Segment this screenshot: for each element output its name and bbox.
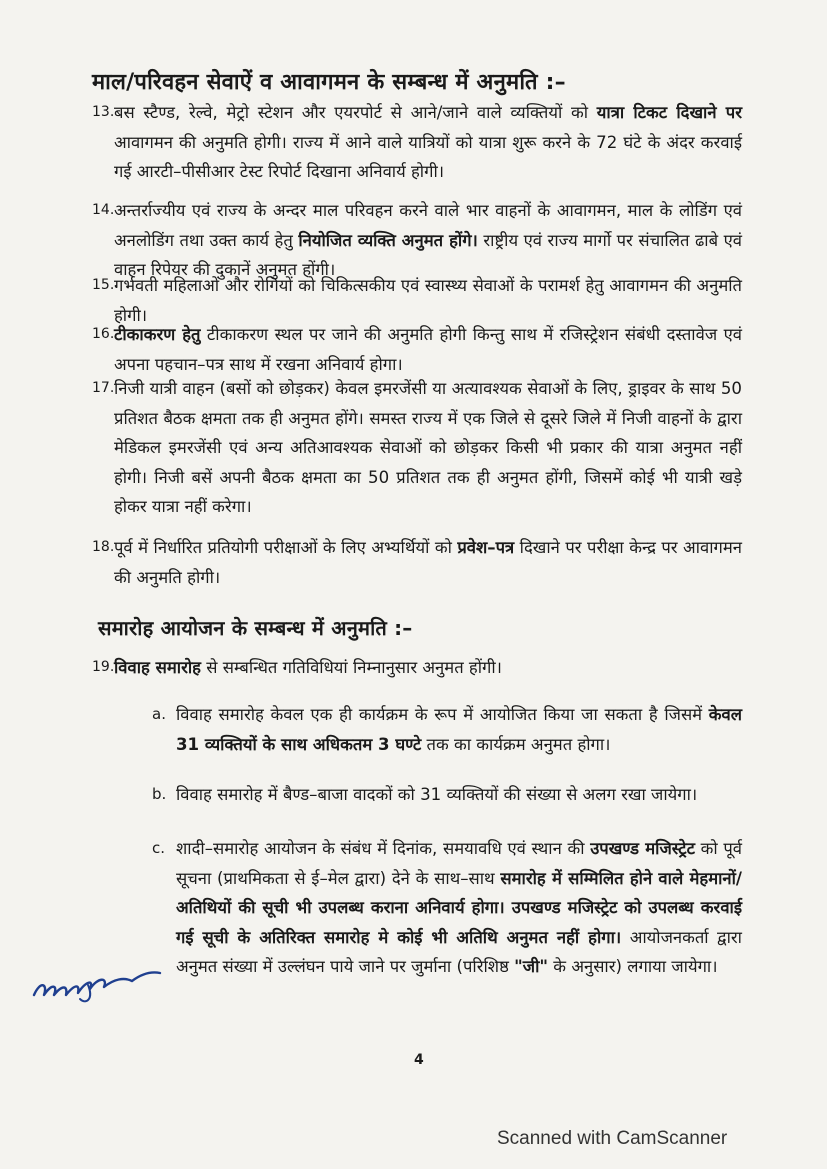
item-text: पूर्व में निर्धारित प्रतियोगी परीक्षाओं के लिए अभ्यर्थियों को xyxy=(114,538,458,557)
item-bold-text: प्रवेश–पत्र xyxy=(457,538,515,557)
item-bold-text: केवल 31 व्यक्तियों के साथ अधिकतम 3 घण्टे xyxy=(176,705,742,754)
sub-item-b xyxy=(152,780,742,810)
item-text: आयोजनकर्ता द्वारा अनुमत संख्या में उल्लंघन पाये जाने पर जुर्माना (परिशिष्ठ xyxy=(176,927,742,976)
item-text: के अनुसार) लगाया जायेगा। xyxy=(548,957,718,976)
item-bold-text: विवाह समारोह xyxy=(114,658,201,677)
list-item-19 xyxy=(92,653,742,683)
item-text: टीकाकरण स्थल पर जाने की अनुमति होगी किन्तु साथ में रजिस्ट्रेशन संबंधी दस्तावेज एवं अपना पहचान–पत्र साथ में रखना अनिवार्य होगा। xyxy=(114,325,742,374)
item-bold-text: उपखण्ड मजिस्ट्रेट xyxy=(590,839,695,858)
sub-item-letter: b. xyxy=(152,785,167,803)
item-text: राष्ट्रीय एवं राज्य मार्गो पर संचालित ढाबे एवं वाहन रिपेयर की दुकानें अनुमत होंगी। xyxy=(114,230,742,279)
list-item-13 xyxy=(92,98,742,187)
item-number: 14. xyxy=(92,202,115,218)
item-text: तक का कार्यक्रम अनुमत होगा। xyxy=(421,734,611,754)
sub-item-c xyxy=(152,834,742,982)
item-text: दिखाने पर परीक्षा केन्द्र पर आवागमन की अनुमति होगी। xyxy=(114,538,743,587)
section-heading-transport: माल/परिवहन सेवाऐं व आवागमन के सम्बन्ध में अनुमति :– xyxy=(92,70,566,95)
list-item-16 xyxy=(92,320,742,379)
item-text: गर्भवती महिलाओं और रोगियों को चिकित्सकीय एवं स्वास्थ्य सेवाओं के परामर्श हेतु आवागमन की अनुमति होगी। xyxy=(114,276,743,325)
item-text: निजी यात्री वाहन (बसों को छोड़कर) केवल इमरजेंसी या अत्यावश्यक सेवाओं के लिए, ड्राइवर के साथ 50 प्रतिशत बैठक क्षमता तक ही अनुमत होंगे। समस्त राज्य में एक जिले से दूसरे जिले में निजी वाहनों के द्वारा मेडिकल इमरजेंसी एवं अन्य अतिआवश्यक सेवाओं को छोड़कर किसी भी प्रकार की यात्रा अनुमत नहीं होगी। निजी बसें अपनी बैठक क्षमता का 50 प्रतिशत तक ही अनुमत होंगी, जिसमें कोई भी यात्री खड़े होकर यात्रा नहीं करेगा। xyxy=(114,379,742,516)
page-number: 4 xyxy=(414,1052,424,1068)
item-number: 16. xyxy=(92,326,115,342)
sub-item-a xyxy=(152,700,742,759)
item-text: अन्तर्राज्यीय एवं राज्य के अन्दर माल परिवहन करने वाले भार वाहनों के आवागमन, माल के लोडिंग एवं अनलोडिंग तथा उक्त कार्य हेतु xyxy=(114,201,742,250)
item-bold-text: नियोजित व्यक्ति अनुमत होंगे। xyxy=(298,230,478,250)
item-text: को पूर्व सूचना (प्राथमिकता से ई–मेल द्वारा) देने के साथ–साथ xyxy=(176,839,743,888)
item-bold-text: "जी" xyxy=(514,957,549,976)
item-number: 19. xyxy=(92,659,115,675)
item-number: 17. xyxy=(92,380,115,396)
item-text: विवाह समारोह में बैण्ड–बाजा वादकों को 31 व्यक्तियों की संख्या से अलग रखा जायेगा। xyxy=(176,785,698,804)
section-heading-ceremony: समारोह आयोजन के सम्बन्ध में अनुमति :– xyxy=(98,616,413,640)
item-number: 15. xyxy=(92,277,115,293)
sub-item-letter: a. xyxy=(152,705,166,723)
item-number: 18. xyxy=(92,539,115,555)
list-item-18 xyxy=(92,533,742,592)
signature-mark xyxy=(28,955,168,1015)
item-text: बस स्टैण्ड, रेल्वे, मेट्रो स्टेशन और एयरपोर्ट से आने/जाने वाले व्यक्तियों को xyxy=(114,103,597,122)
item-text: से सम्बन्धित गतिविधियां निम्नानुसार अनुमत होंगी। xyxy=(200,658,502,677)
item-number: 13. xyxy=(92,104,115,120)
item-text: विवाह समारोह केवल एक ही कार्यक्रम के रूप में आयोजित किया जा सकता है जिसमें xyxy=(176,705,709,724)
item-text: शादी–समारोह आयोजन के संबंध में दिनांक, समयावधि एवं स्थान की xyxy=(176,839,591,858)
item-text: आवागमन की अनुमति होगी। राज्य में आने वाले यात्रियों को यात्रा शुरू करने के 72 घंटे के अंदर करवाई गई आरटी–पीसीआर टेस्ट रिपोर्ट दिखाना अनिवार्य होगी। xyxy=(114,132,742,181)
item-bold-text: टीकाकरण हेतु xyxy=(114,325,201,344)
scanner-watermark: Scanned with CamScanner xyxy=(497,1128,728,1149)
item-bold-text: यात्रा टिकट दिखाने पर xyxy=(596,103,742,122)
list-item-17 xyxy=(92,374,742,522)
item-bold-text: समारोह में सम्मिलित होने वाले मेहमानों/अतिथियों की सूची भी उपलब्ध कराना अनिवार्य होगा। उपखण्ड मजिस्ट्रेट को उपलब्ध करवाई गई सूची के अतिरिक्त समारोह मे कोई भी अतिथि अनुमत नहीं होगा। xyxy=(176,868,742,947)
sub-item-letter: c. xyxy=(152,839,166,857)
